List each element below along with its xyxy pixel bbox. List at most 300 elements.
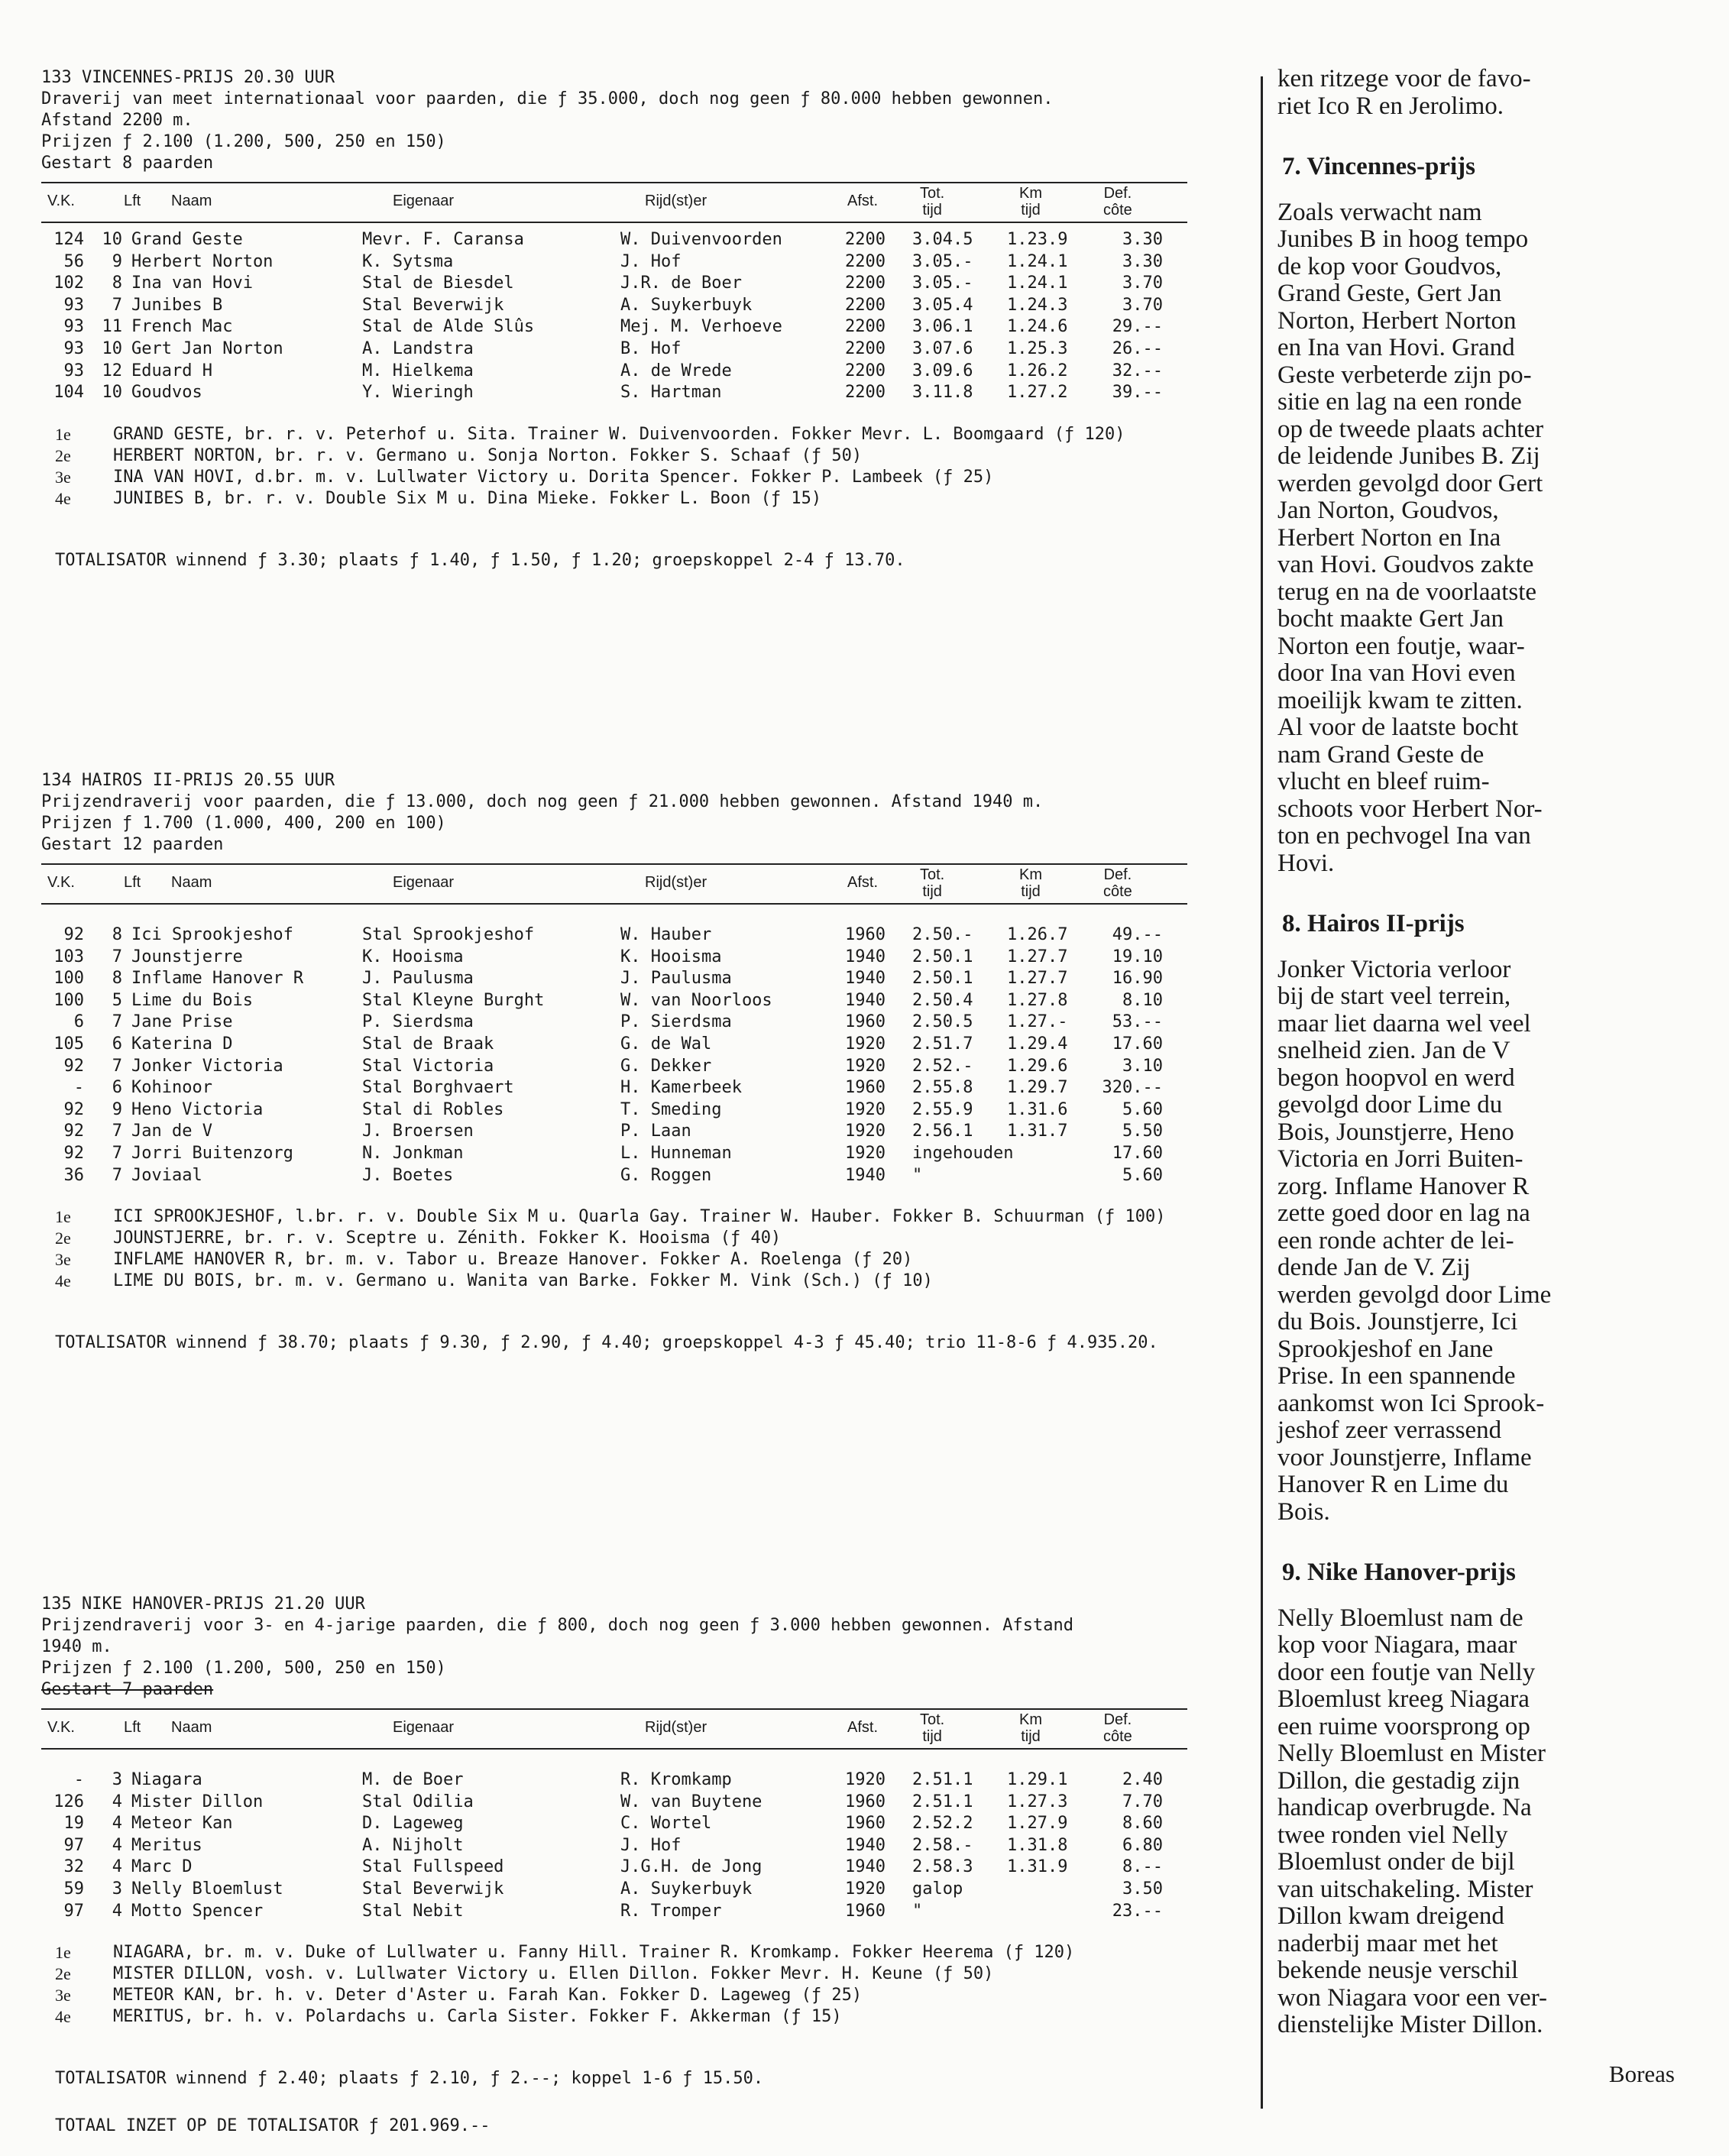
- column-header-rijder: Rijd(st)er: [645, 193, 707, 209]
- cell-rijder: B. Hof: [620, 339, 682, 358]
- cell-km: 1.27.8: [1007, 990, 1068, 1010]
- cell-def: 5.60: [1122, 1165, 1163, 1185]
- cell-vk: 92: [63, 925, 84, 944]
- cell-def: 2.40: [1122, 1770, 1163, 1789]
- placing-line: [41, 488, 1203, 510]
- column-header-lft: Lft: [124, 193, 141, 209]
- cell-vk: 92: [63, 1122, 84, 1141]
- placing-text: JOUNSTJERRE, br. r. v. Sceptre u. Zénith. Fokker K. Hooisma (ƒ 40): [113, 1229, 782, 1248]
- placing-line: [41, 2006, 1203, 2028]
- cell-afst: 1920: [845, 1122, 886, 1141]
- cell-tot: 2.55.9: [912, 1099, 973, 1119]
- cell-eigenaar: J. Paulusma: [362, 969, 474, 989]
- cell-afst: 2200: [845, 317, 886, 337]
- cell-eigenaar: K. Sytsma: [362, 251, 454, 271]
- placings-list: [41, 1206, 1203, 1292]
- cell-rijder: L. Hunneman: [620, 1144, 732, 1163]
- cell-tot: 3.04.5: [912, 230, 973, 249]
- cell-afst: 2200: [845, 383, 886, 403]
- cell-eigenaar: Stal Victoria: [362, 1056, 494, 1076]
- column-header-tot: Tot. tijd: [920, 1711, 945, 1745]
- cell-lft: 7: [112, 1122, 122, 1141]
- cell-km: 1.23.9: [1007, 230, 1068, 249]
- cell-naam: Meritus: [131, 1835, 202, 1855]
- cell-eigenaar: Stal Borghvaert: [362, 1078, 514, 1098]
- cell-eigenaar: Stal Beverwijk: [362, 295, 504, 315]
- cell-vk: 32: [63, 1857, 84, 1877]
- cell-lft: 12: [102, 361, 122, 380]
- table-row: [41, 229, 1187, 251]
- cell-naam: Marc D: [131, 1857, 193, 1877]
- cell-km: 1.27.7: [1007, 969, 1068, 989]
- cell-eigenaar: Stal de Alde Slûs: [362, 317, 535, 337]
- placing-position: 2e: [55, 445, 71, 465]
- table-row: [41, 1099, 1187, 1121]
- placing-line: [41, 445, 1203, 467]
- cell-rijder: R. Kromkamp: [620, 1770, 732, 1789]
- column-header-def: Def. côte: [1103, 185, 1132, 219]
- cell-lft: 7: [112, 1056, 122, 1076]
- cell-eigenaar: A. Nijholt: [362, 1835, 464, 1855]
- cell-eigenaar: Stal de Biesdel: [362, 274, 514, 293]
- cell-lft: 7: [112, 947, 122, 966]
- cell-afst: 1940: [845, 947, 886, 966]
- cell-eigenaar: N. Jonkman: [362, 1144, 464, 1163]
- cell-naam: Ici Sprookjeshof: [131, 925, 293, 944]
- cell-naam: Jane Prise: [131, 1012, 233, 1032]
- placing-text: JUNIBES B, br. r. v. Double Six M u. Dina Mieke. Fokker L. Boon (ƒ 15): [113, 488, 822, 508]
- cell-lft: 4: [112, 1814, 122, 1834]
- race-header-line: Prijzen ƒ 2.100 (1.200, 500, 250 en 150): [41, 132, 446, 151]
- cell-vk: 100: [53, 990, 84, 1010]
- cell-afst: 1960: [845, 1901, 886, 1921]
- placing-line: [41, 1963, 1203, 1985]
- cell-def: 19.10: [1112, 947, 1163, 966]
- cell-km: 1.26.7: [1007, 925, 1068, 944]
- cell-rijder: C. Wortel: [620, 1814, 712, 1834]
- cell-eigenaar: P. Sierdsma: [362, 1012, 474, 1032]
- placing-text: NIAGARA, br. m. v. Duke of Lullwater u. Fanny Hill. Trainer R. Kromkamp. Fokker Heerema (ƒ 120): [113, 1943, 1075, 1963]
- cell-vk: 59: [63, 1879, 84, 1899]
- column-header-def: Def. côte: [1103, 866, 1132, 900]
- cell-def: 320.--: [1102, 1078, 1163, 1098]
- cell-naam: Jounstjerre: [131, 947, 243, 966]
- column-header-km: Km tijd: [1019, 185, 1042, 219]
- cell-vk: 56: [63, 251, 84, 271]
- cell-naam: Lime du Bois: [131, 990, 253, 1010]
- cell-vk: 36: [63, 1165, 84, 1185]
- cell-naam: Katerina D: [131, 1034, 233, 1054]
- placings-list: [41, 424, 1203, 510]
- cell-km: 1.27.2: [1007, 383, 1068, 403]
- cell-km: 1.27.9: [1007, 1814, 1068, 1834]
- table-row: [41, 382, 1187, 403]
- table-row: [41, 1034, 1187, 1055]
- cell-naam: Joviaal: [131, 1165, 202, 1185]
- cell-km: 1.24.1: [1007, 274, 1068, 293]
- placing-position: 2e: [55, 1229, 71, 1248]
- table-row: [41, 990, 1187, 1012]
- cell-lft: 9: [112, 1099, 122, 1119]
- race-header-line: 1940 m.: [41, 1637, 112, 1656]
- cell-tot: ": [912, 1901, 923, 1921]
- table-rule-top: [41, 182, 1187, 183]
- cell-km: 1.24.1: [1007, 251, 1068, 271]
- cell-km: 1.29.6: [1007, 1056, 1068, 1076]
- report-text: Jonker Victoria verloor bij de start veel terrein, maar liet daarna wel veel snelheid zien. Jan de V begon hoopvol en werd gevolgd door Lime du Bois, Jounstjerre, Heno Victoria en Jorri Buiten- zorg. Inflame Hanover R zette goed door en lag na een ronde achter de lei- dende Jan de V. Zij werden gevolgd door Lime du Bois. Jounstjerre, Ici Sprookjeshof en Jane Prise. In een spannende aankomst won Ici Sprook- jeshof zeer verrassend voor Jounstjerre, Inflame Hanover R en Lime du Bois.: [1277, 955, 1552, 1526]
- table-row: [41, 1879, 1187, 1900]
- cell-afst: 1920: [845, 1099, 886, 1119]
- column-header-eigenaar: Eigenaar: [393, 874, 455, 891]
- table-row: [41, 1857, 1187, 1878]
- placing-position: 4e: [55, 2007, 71, 2027]
- cell-afst: 1940: [845, 990, 886, 1010]
- cell-def: 16.90: [1112, 969, 1163, 989]
- race-header-line: Prijzen ƒ 2.100 (1.200, 500, 250 en 150): [41, 1659, 446, 1678]
- cell-rijder: J.G.H. de Jong: [620, 1857, 763, 1877]
- cell-tot: 2.58.-: [912, 1835, 973, 1855]
- race-header: [41, 770, 1210, 856]
- cell-afst: 1920: [845, 1770, 886, 1789]
- cell-rijder: S. Hartman: [620, 383, 722, 403]
- race-block: [41, 67, 1210, 570]
- race-header: [41, 1594, 1210, 1701]
- cell-eigenaar: D. Lageweg: [362, 1814, 464, 1834]
- race-header: [41, 67, 1210, 174]
- placing-position: 2e: [55, 1964, 71, 1984]
- cell-lft: 4: [112, 1901, 122, 1921]
- cell-lft: 7: [112, 295, 122, 315]
- placing-position: 4e: [55, 1271, 71, 1291]
- report-text: Nelly Bloemlust nam de kop voor Niagara, maar door een foutje van Nelly Bloemlust kreeg Niagara een ruime voorsprong op Nelly Bloemlust en Mister Dillon, die gestadig zijn handicap overbrugde. Na twee ronden viel Nelly Bloemlust onder de bijl van uitschakeling. Mister Dillon kwam dreigend naderbij maar met het bekende neusje verschil won Niagara voor een ver- dienstelijke Mister Dillon.: [1277, 1604, 1548, 2038]
- cell-eigenaar: Stal Nebit: [362, 1901, 464, 1921]
- race-block: [41, 770, 1210, 1353]
- cell-lft: 10: [102, 230, 122, 249]
- cell-km: 1.24.6: [1007, 317, 1068, 337]
- totalisator: TOTALISATOR winnend ƒ 3.30; plaats ƒ 1.40, ƒ 1.50, ƒ 1.20; groepskoppel 2-4 ƒ 13.70.: [55, 550, 905, 570]
- cell-afst: 2200: [845, 339, 886, 358]
- cell-naam: Junibes B: [131, 295, 223, 315]
- cell-afst: 2200: [845, 295, 886, 315]
- cell-vk: 93: [63, 317, 84, 337]
- cell-rijder: W. Hauber: [620, 925, 712, 944]
- cell-vk: 92: [63, 1144, 84, 1163]
- cell-vk: 6: [73, 1012, 84, 1032]
- cell-afst: 1960: [845, 1792, 886, 1811]
- cell-eigenaar: Stal Odilia: [362, 1792, 474, 1811]
- cell-rijder: G. Roggen: [620, 1165, 712, 1185]
- cell-afst: 1960: [845, 1814, 886, 1834]
- cell-tot: 2.51.7: [912, 1034, 973, 1054]
- race-header-line: Afstand 2200 m.: [41, 111, 193, 130]
- total-inzet: TOTAAL INZET OP DE TOTALISATOR ƒ 201.969.--: [55, 2116, 491, 2135]
- race-header-line: Prijzen ƒ 1.700 (1.000, 400, 200 en 100): [41, 814, 446, 833]
- cell-rijder: R. Tromper: [620, 1901, 722, 1921]
- report-heading: 9. Nike Hanover-prijs: [1282, 1559, 1516, 1586]
- cell-def: 3.10: [1122, 1056, 1163, 1076]
- cell-tot: 3.05.-: [912, 251, 973, 271]
- cell-eigenaar: Y. Wieringh: [362, 383, 474, 403]
- cell-def: 3.50: [1122, 1879, 1163, 1899]
- cell-naam: Niagara: [131, 1770, 202, 1789]
- cell-eigenaar: Stal Kleyne Burght: [362, 990, 545, 1010]
- cell-rijder: J.R. de Boer: [620, 274, 742, 293]
- cell-def: 3.30: [1122, 230, 1163, 249]
- cell-rijder: T. Smeding: [620, 1099, 722, 1119]
- table-row: [41, 1813, 1187, 1834]
- cell-afst: 2200: [845, 274, 886, 293]
- race-block: [41, 1594, 1210, 2089]
- cell-vk: 93: [63, 361, 84, 380]
- placing-line: [41, 1942, 1203, 1963]
- cell-vk: 97: [63, 1835, 84, 1855]
- cell-def: 3.30: [1122, 251, 1163, 271]
- placing-position: 3e: [55, 467, 71, 487]
- cell-afst: 1920: [845, 1879, 886, 1899]
- cell-naam: Jan de V: [131, 1122, 212, 1141]
- cell-vk: 103: [53, 947, 84, 966]
- cell-eigenaar: Stal di Robles: [362, 1099, 504, 1119]
- cell-naam: French Mac: [131, 317, 233, 337]
- race-header-line: Draverij van meet internationaal voor paarden, die ƒ 35.000, doch nog geen ƒ 80.000 hebben gewonnen.: [41, 89, 1054, 108]
- cell-vk: 92: [63, 1099, 84, 1119]
- cell-vk: 104: [53, 383, 84, 403]
- placing-text: MERITUS, br. h. v. Polardachs u. Carla Sister. Fokker F. Akkerman (ƒ 15): [113, 2007, 842, 2027]
- cell-rijder: A. de Wrede: [620, 361, 732, 380]
- column-header-naam: Naam: [171, 193, 212, 209]
- cell-rijder: J. Hof: [620, 251, 682, 271]
- cell-rijder: J. Hof: [620, 1835, 682, 1855]
- cell-def: 8.10: [1122, 990, 1163, 1010]
- cell-tot: 3.05.4: [912, 295, 973, 315]
- column-header-afst: Afst.: [847, 1719, 879, 1736]
- column-header-vk: V.K.: [47, 193, 75, 209]
- cell-tot: 3.07.6: [912, 339, 973, 358]
- cell-eigenaar: J. Broersen: [362, 1122, 474, 1141]
- cell-lft: 4: [112, 1792, 122, 1811]
- cell-lft: 7: [112, 1165, 122, 1185]
- cell-afst: 2200: [845, 251, 886, 271]
- cell-lft: 11: [102, 317, 122, 337]
- cell-vk: 92: [63, 1056, 84, 1076]
- cell-def: 53.--: [1112, 1012, 1163, 1032]
- cell-vk: 93: [63, 339, 84, 358]
- column-header-km: Km tijd: [1019, 866, 1042, 900]
- cell-naam: Grand Geste: [131, 230, 243, 249]
- cell-eigenaar: Stal Fullspeed: [362, 1857, 504, 1877]
- cell-tot: galop: [912, 1879, 963, 1899]
- placing-text: GRAND GESTE, br. r. v. Peterhof u. Sita. Trainer W. Duivenvoorden. Fokker Mevr. L. Boomgaard (ƒ 120): [113, 424, 1125, 444]
- cell-def: 3.70: [1122, 274, 1163, 293]
- report-heading: 7. Vincennes-prijs: [1282, 153, 1476, 180]
- placing-line: [41, 1271, 1203, 1292]
- cell-km: 1.24.3: [1007, 295, 1068, 315]
- cell-lft: 9: [112, 251, 122, 271]
- cell-afst: 1940: [845, 1165, 886, 1185]
- table-row: [41, 1077, 1187, 1099]
- cell-naam: Meteor Kan: [131, 1814, 233, 1834]
- cell-naam: Jonker Victoria: [131, 1056, 283, 1076]
- placing-text: MISTER DILLON, vosh. v. Lullwater Victory u. Ellen Dillon. Fokker Mevr. H. Keune (ƒ 50): [113, 1964, 994, 1984]
- cell-rijder: K. Hooisma: [620, 947, 722, 966]
- race-title: 133 VINCENNES-PRIJS 20.30 UUR: [41, 68, 335, 87]
- table-row: [41, 361, 1187, 382]
- table-rule-top: [41, 863, 1187, 865]
- placing-position: 1e: [55, 424, 71, 444]
- table-row: [41, 1792, 1187, 1813]
- cell-lft: 8: [112, 925, 122, 944]
- cell-km: 1.29.7: [1007, 1078, 1068, 1098]
- cell-rijder: Mej. M. Verhoeve: [620, 317, 782, 337]
- table-row: [41, 1901, 1187, 1922]
- report-section-hairos: [1277, 911, 1675, 1526]
- race-header-line: Prijzendraverij voor paarden, die ƒ 13.000, doch nog geen ƒ 21.000 hebben gewonnen. Afstand 1940 m.: [41, 792, 1044, 811]
- column-header-rijder: Rijd(st)er: [645, 1719, 707, 1736]
- placing-line: [41, 1249, 1203, 1271]
- cell-naam: Jorri Buitenzorg: [131, 1144, 293, 1163]
- cell-rijder: G. de Wal: [620, 1034, 712, 1054]
- column-header-naam: Naam: [171, 874, 212, 891]
- race-title: 135 NIKE HANOVER-PRIJS 21.20 UUR: [41, 1594, 365, 1614]
- table-rule-bottom: [41, 903, 1187, 905]
- cell-tot: 2.50.1: [912, 947, 973, 966]
- cell-afst: 1960: [845, 1078, 886, 1098]
- cell-def: 32.--: [1112, 361, 1163, 380]
- cell-naam: Gert Jan Norton: [131, 339, 283, 358]
- cell-km: 1.31.9: [1007, 1857, 1068, 1877]
- cell-tot: 3.11.8: [912, 383, 973, 403]
- column-header-def: Def. côte: [1103, 1711, 1132, 1745]
- cell-vk: 93: [63, 295, 84, 315]
- report-section-vincennes: [1277, 154, 1675, 877]
- cell-naam: Heno Victoria: [131, 1099, 264, 1119]
- report-text: Zoals verwacht nam Junibes B in hoog tempo de kop voor Goudvos, Grand Geste, Gert Jan Norton, Herbert Norton en Ina van Hovi. Grand Geste verbeterde zijn po- sitie en lag na een ronde op de tweede plaats achter de leidende Junibes B. Zij werden gevolgd door Gert Jan Norton, Goudvos, Herbert Norton en Ina van Hovi. Goudvos zakte terug en na de voorlaatste bocht maakte Gert Jan Norton een foutje, waar- door Ina van Hovi even moeilijk kwam te zitten. Al voor de laatste bocht nam Grand Geste de vlucht en bleef ruim- schoots voor Herbert Nor- ton en pechvogel Ina van Hovi.: [1277, 198, 1544, 877]
- table-rule-top: [41, 1708, 1187, 1710]
- race-header-line: Gestart 8 paarden: [41, 154, 214, 173]
- cell-km: 1.31.8: [1007, 1835, 1068, 1855]
- cell-afst: 1960: [845, 925, 886, 944]
- cell-tot: 2.50.-: [912, 925, 973, 944]
- placing-line: [41, 1206, 1203, 1228]
- column-header-rijder: Rijd(st)er: [645, 874, 707, 891]
- cell-rijder: W. Duivenvoorden: [620, 230, 782, 249]
- placing-position: 3e: [55, 1250, 71, 1270]
- placing-position: 1e: [55, 1943, 71, 1963]
- cell-lft: 8: [112, 969, 122, 989]
- table-row: [41, 1165, 1187, 1186]
- cell-km: 1.25.3: [1007, 339, 1068, 358]
- cell-tot: ingehouden: [912, 1144, 1014, 1163]
- cell-eigenaar: Stal Sprookjeshof: [362, 925, 535, 944]
- column-header-lft: Lft: [124, 874, 141, 891]
- cell-lft: 10: [102, 339, 122, 358]
- column-header-naam: Naam: [171, 1719, 212, 1736]
- cell-lft: 3: [112, 1770, 122, 1789]
- column-divider: [1261, 76, 1263, 2109]
- placing-line: [41, 1228, 1203, 1249]
- cell-lft: 7: [112, 1012, 122, 1032]
- cell-km: 1.26.2: [1007, 361, 1068, 380]
- cell-tot: 2.55.8: [912, 1078, 973, 1098]
- cell-rijder: P. Sierdsma: [620, 1012, 732, 1032]
- cell-afst: 2200: [845, 230, 886, 249]
- cell-rijder: W. van Buytene: [620, 1792, 763, 1811]
- placing-text: ICI SPROOKJESHOF, l.br. r. v. Double Six M u. Quarla Gay. Trainer W. Hauber. Fokker B. Schuurman (ƒ 100): [113, 1207, 1166, 1227]
- cell-eigenaar: K. Hooisma: [362, 947, 464, 966]
- table-row: [41, 1769, 1187, 1791]
- table-row: [41, 1056, 1187, 1077]
- cell-eigenaar: Stal de Braak: [362, 1034, 494, 1054]
- cell-def: 5.60: [1122, 1099, 1163, 1119]
- cell-vk: -: [73, 1770, 84, 1789]
- cell-lft: 8: [112, 274, 122, 293]
- cell-tot: ": [912, 1165, 923, 1185]
- cell-tot: 2.51.1: [912, 1770, 973, 1789]
- cell-def: 26.--: [1112, 339, 1163, 358]
- cell-def: 8.--: [1122, 1857, 1163, 1877]
- cell-vk: 105: [53, 1034, 84, 1054]
- table-rule-bottom: [41, 222, 1187, 223]
- cell-km: 1.29.1: [1007, 1770, 1068, 1789]
- cell-vk: 126: [53, 1792, 84, 1811]
- cell-naam: Nelly Bloemlust: [131, 1879, 283, 1899]
- cell-lft: 6: [112, 1078, 122, 1098]
- cell-rijder: G. Dekker: [620, 1056, 712, 1076]
- cell-rijder: A. Suykerbuyk: [620, 1879, 753, 1899]
- cell-vk: -: [73, 1078, 84, 1098]
- cell-naam: Kohinoor: [131, 1078, 212, 1098]
- cell-km: 1.27.3: [1007, 1792, 1068, 1811]
- cell-eigenaar: J. Boetes: [362, 1165, 454, 1185]
- cell-eigenaar: M. Hielkema: [362, 361, 474, 380]
- cell-naam: Ina van Hovi: [131, 274, 253, 293]
- placing-position: 1e: [55, 1207, 71, 1227]
- cell-lft: 5: [112, 990, 122, 1010]
- race-header-line: Gestart 7 paarden: [41, 1680, 214, 1699]
- cell-tot: 3.09.6: [912, 361, 973, 380]
- placing-position: 3e: [55, 1986, 71, 2005]
- cell-def: 49.--: [1112, 925, 1163, 944]
- race-title: 134 HAIROS II-PRIJS 20.55 UUR: [41, 771, 335, 790]
- cell-def: 3.70: [1122, 295, 1163, 315]
- cell-def: 17.60: [1112, 1144, 1163, 1163]
- table-rule-bottom: [41, 1748, 1187, 1750]
- cell-lft: 6: [112, 1034, 122, 1054]
- cell-afst: 1940: [845, 1857, 886, 1877]
- cell-def: 6.80: [1122, 1835, 1163, 1855]
- column-header-km: Km tijd: [1019, 1711, 1042, 1745]
- cell-km: 1.29.4: [1007, 1034, 1068, 1054]
- cell-def: 23.--: [1112, 1901, 1163, 1921]
- table-row: [41, 1121, 1187, 1142]
- cell-lft: 7: [112, 1144, 122, 1163]
- cell-def: 7.70: [1122, 1792, 1163, 1811]
- cell-lft: 4: [112, 1857, 122, 1877]
- author-signature: Boreas: [1608, 2060, 1675, 2087]
- cell-rijder: H. Kamerbeek: [620, 1078, 742, 1098]
- cell-afst: 1920: [845, 1144, 886, 1163]
- cell-tot: 2.51.1: [912, 1792, 973, 1811]
- placing-position: 4e: [55, 488, 71, 508]
- cell-rijder: P. Laan: [620, 1122, 691, 1141]
- cell-eigenaar: A. Landstra: [362, 339, 474, 358]
- table-row: [41, 1835, 1187, 1857]
- placing-line: [41, 424, 1203, 445]
- table-row: [41, 924, 1187, 946]
- table-row: [41, 338, 1187, 360]
- column-header-afst: Afst.: [847, 193, 879, 209]
- cell-km: 1.27.-: [1007, 1012, 1068, 1032]
